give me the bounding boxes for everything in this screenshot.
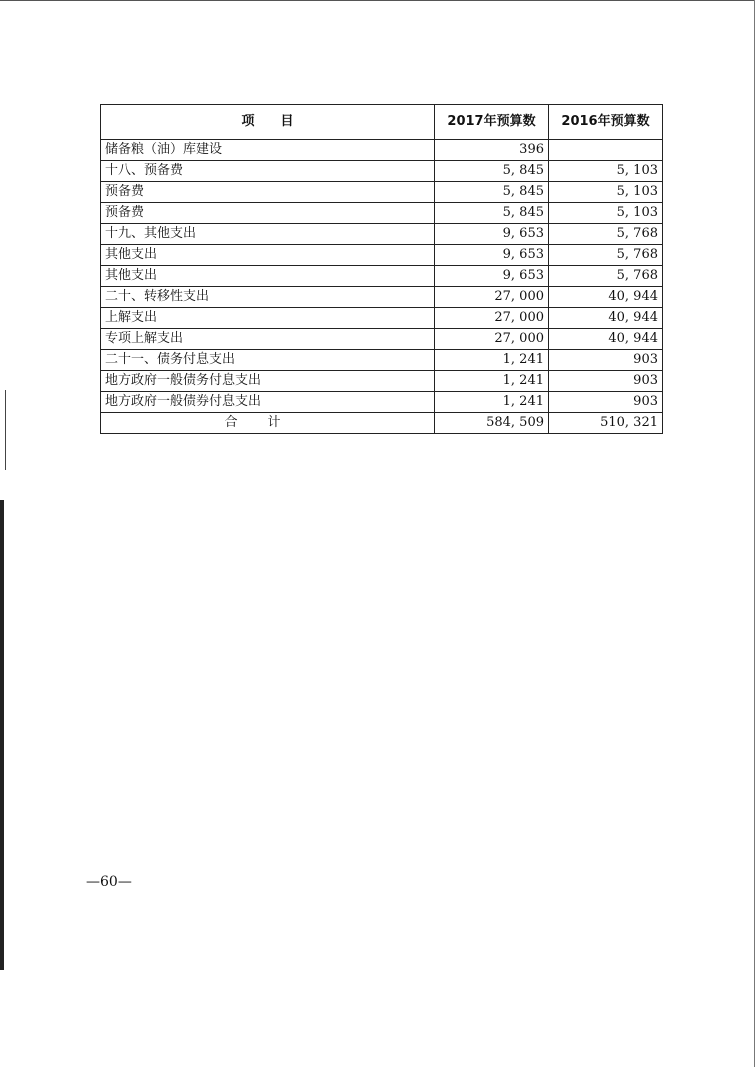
scan-edge-left-mark <box>5 390 6 470</box>
row-value-2017: 1, 241 <box>435 371 549 392</box>
row-value-2016: 5, 103 <box>549 161 663 182</box>
row-value-2016: 5, 103 <box>549 182 663 203</box>
row-value-2016: 40, 944 <box>549 308 663 329</box>
row-value-2017: 27, 000 <box>435 329 549 350</box>
total-row <box>101 413 663 434</box>
row-value-2016: 903 <box>549 350 663 371</box>
total-value-2016: 510, 321 <box>549 413 663 434</box>
table-row <box>101 266 663 287</box>
header-2016: 2016年预算数 <box>549 105 663 140</box>
row-value-2016: 5, 768 <box>549 245 663 266</box>
row-value-2017: 396 <box>435 140 549 161</box>
row-item-name: 地方政府一般债务付息支出 <box>101 371 435 392</box>
row-value-2016: 40, 944 <box>549 329 663 350</box>
row-value-2016: 903 <box>549 392 663 413</box>
row-value-2017: 5, 845 <box>435 203 549 224</box>
row-item-name: 地方政府一般债券付息支出 <box>101 392 435 413</box>
row-value-2017: 9, 653 <box>435 245 549 266</box>
table-body <box>101 140 663 434</box>
row-item-name: 预备费 <box>101 182 435 203</box>
row-value-2016: 5, 103 <box>549 203 663 224</box>
row-value-2016: 5, 768 <box>549 266 663 287</box>
table-row <box>101 329 663 350</box>
budget-table <box>100 104 663 434</box>
page-number: —60— <box>86 874 132 890</box>
row-item-name: 二十、转移性支出 <box>101 287 435 308</box>
row-value-2017: 1, 241 <box>435 392 549 413</box>
row-item-name: 储备粮（油）库建设 <box>101 140 435 161</box>
row-value-2017: 27, 000 <box>435 308 549 329</box>
scan-edge-top <box>0 0 755 1</box>
row-value-2016: 40, 944 <box>549 287 663 308</box>
row-item-name: 十九、其他支出 <box>101 224 435 245</box>
table-row <box>101 182 663 203</box>
row-value-2017: 9, 653 <box>435 224 549 245</box>
row-item-name: 其他支出 <box>101 266 435 287</box>
table-row <box>101 161 663 182</box>
row-value-2017: 9, 653 <box>435 266 549 287</box>
row-item-name: 上解支出 <box>101 308 435 329</box>
table-row <box>101 287 663 308</box>
row-item-name: 十八、预备费 <box>101 161 435 182</box>
row-item-name: 预备费 <box>101 203 435 224</box>
row-value-2017: 1, 241 <box>435 350 549 371</box>
row-value-2017: 5, 845 <box>435 182 549 203</box>
total-label: 合计 <box>101 413 435 434</box>
row-value-2016 <box>549 140 663 161</box>
table-row <box>101 308 663 329</box>
row-item-name: 其他支出 <box>101 245 435 266</box>
table-row <box>101 224 663 245</box>
table-header-row <box>101 105 663 140</box>
header-2017: 2017年预算数 <box>435 105 549 140</box>
table-row <box>101 245 663 266</box>
table-row <box>101 140 663 161</box>
header-item: 项 目 <box>101 105 435 140</box>
row-item-name: 专项上解支出 <box>101 329 435 350</box>
row-value-2016: 903 <box>549 371 663 392</box>
row-value-2017: 5, 845 <box>435 161 549 182</box>
row-value-2017: 27, 000 <box>435 287 549 308</box>
table-row <box>101 350 663 371</box>
row-item-name: 二十一、债务付息支出 <box>101 350 435 371</box>
table-row <box>101 371 663 392</box>
total-value-2017: 584, 509 <box>435 413 549 434</box>
table-row <box>101 392 663 413</box>
row-value-2016: 5, 768 <box>549 224 663 245</box>
scan-edge-left <box>0 500 4 970</box>
table-row <box>101 203 663 224</box>
